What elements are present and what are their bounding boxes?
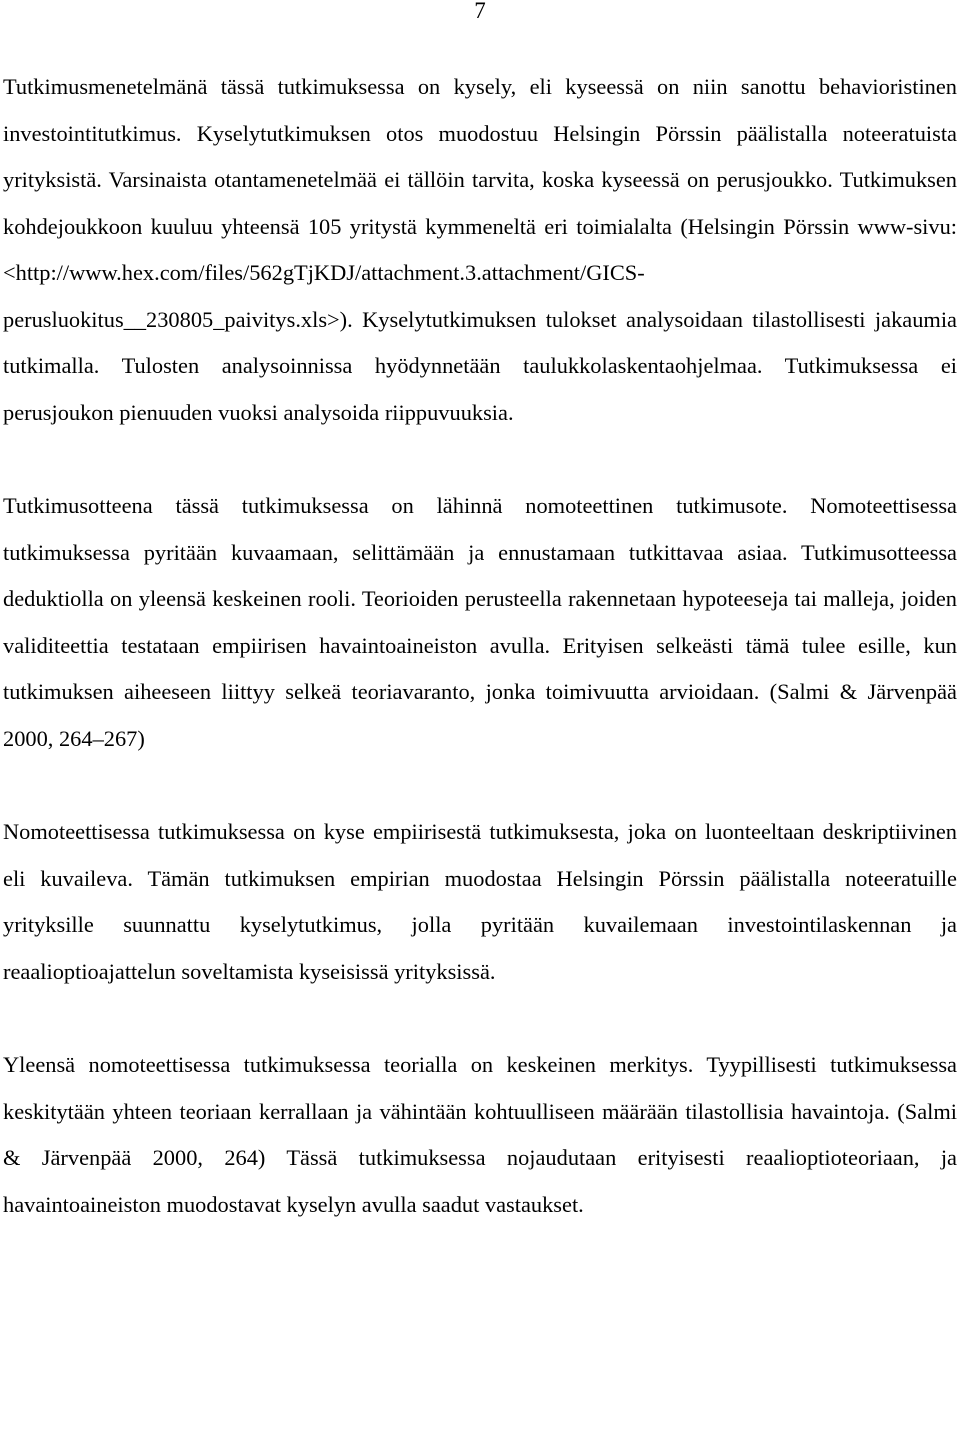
document-body [3, 64, 957, 1228]
page-number: 7 [474, 0, 486, 23]
paragraph-approach: Tutkimusotteena tässä tutkimuksessa on lähinnä nomoteettinen tutkimusote. Nomoteettisessa tutkimuksessa pyritään kuvaamaan, selittämään ja ennustamaan tutkittavaa asiaa. Tutkimusotteessa deduktiolla on yleensä keskeinen rooli. Teorioiden perusteella rakennetaan hypoteeseja tai malleja, joiden validiteettia testataan empiirisen havaintoaineiston avulla. Erityisen selkeästi tämä tulee esille, kun tutkimuksen aiheeseen liittyy selkeä teoriavaranto, jonka toimivuutta arvioidaan. (Salmi & Järvenpää 2000, 264–267) [3, 493, 957, 751]
paragraph-empirical: Nomoteettisessa tutkimuksessa on kyse empiirisestä tutkimuksesta, joka on luonteeltaan deskriptiivinen eli kuvaileva. Tämän tutkimuksen empirian muodostaa Helsingin Pörssin päälistalla noteeratuille yrityksille suunnattu kyselytutkimus, jolla pyritään kuvailemaan investointilaskennan ja reaalioptioajattelun soveltamista kyseisissä yrityksissä. [3, 819, 957, 984]
paragraph-theory: Yleensä nomoteettisessa tutkimuksessa teorialla on keskeinen merkitys. Tyypillisesti tutkimuksessa keskitytään yhteen teoriaan kerrallaan ja vähintään kohtuulliseen määrään tilastollisia havaintoja. (Salmi & Järvenpää 2000, 264) Tässä tutkimuksessa nojaudutaan erityisesti reaalioptioteoriaan, ja havaintoaineiston muodostavat kyselyn avulla saadut vastaukset. [3, 1052, 957, 1217]
paragraph-method: Tutkimusmenetelmänä tässä tutkimuksessa on kysely, eli kyseessä on niin sanottu behavioristinen investointitutkimus. Kyselytutkimuksen otos muodostuu Helsingin Pörssin päälistalla noteeratuista yrityksistä. Varsinaista otantamenetelmää ei tällöin tarvita, koska kyseessä on perusjoukko. Tutkimuksen kohdejoukkoon kuuluu yhteensä 105 yritystä kymmeneltä eri toimialalta (Helsingin Pörssin www-sivu: <http://www.hex.com/files/562gTjKDJ/attachment.3.attachment/GICS-perusluokitus__230805_paivitys.xls>). Kyselytutkimuksen tulokset analysoidaan tilastollisesti jakaumia tutkimalla. Tulosten analysoinnissa hyödynnetään taulukkolaskentaohjelmaa. Tutkimuksessa ei perusjoukon pienuuden vuoksi analysoida riippuvuuksia. [3, 74, 957, 425]
